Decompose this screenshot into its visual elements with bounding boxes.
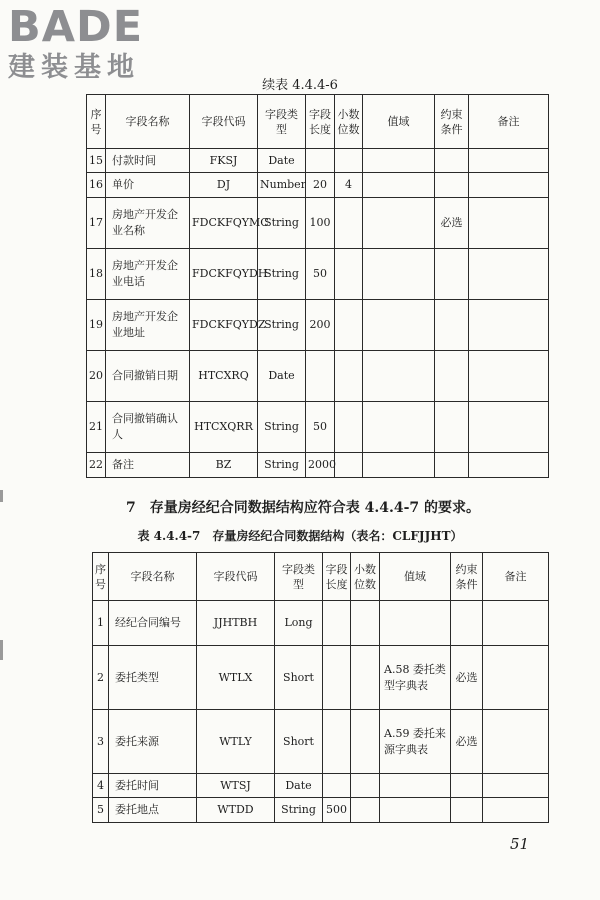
cell-code: WTLX (197, 646, 275, 710)
cell-code: FDCKFQYMC (190, 198, 258, 249)
cell-note (469, 249, 549, 300)
cell-type: Long (275, 601, 323, 646)
cell-name: 委托类型 (109, 646, 197, 710)
cell-note (483, 710, 549, 774)
cell-constraint: 必选 (435, 198, 469, 249)
cell-name: 房地产开发企业名称 (106, 198, 190, 249)
cell-type: String (275, 798, 323, 823)
cell-decimals (351, 774, 380, 798)
cell-note (483, 646, 549, 710)
cell-type: Date (258, 351, 306, 402)
cell-constraint (435, 249, 469, 300)
cell-constraint: 必选 (451, 710, 483, 774)
header-name: 字段名称 (106, 95, 190, 149)
cell-length (306, 351, 335, 402)
cell-constraint (451, 774, 483, 798)
cell-type: Short (275, 646, 323, 710)
cell-length: 2000 (306, 453, 335, 478)
cell-type: String (258, 402, 306, 453)
cell-decimals (335, 351, 363, 402)
header-note: 备注 (483, 553, 549, 601)
header-constraint: 约束条件 (435, 95, 469, 149)
cell-code: FDCKFQYDZ (190, 300, 258, 351)
cell-constraint (435, 453, 469, 478)
cell-type: String (258, 453, 306, 478)
cell-code: WTDD (197, 798, 275, 823)
cell-seq: 21 (87, 402, 106, 453)
header-seq: 序号 (87, 95, 106, 149)
cell-type: Date (275, 774, 323, 798)
cell-note (483, 774, 549, 798)
cell-note (469, 402, 549, 453)
cell-seq: 2 (93, 646, 109, 710)
header-type: 字段类型 (275, 553, 323, 601)
cell-name: 委托地点 (109, 798, 197, 823)
cell-domain (363, 149, 435, 173)
cell-note (483, 798, 549, 823)
cell-domain (363, 402, 435, 453)
cell-code: HTCXRQ (190, 351, 258, 402)
cell-domain: A.59 委托来源字典表 (380, 710, 451, 774)
paragraph: 7 存量房经纪合同数据结构应符合表 4.4.4-7 的要求。 (126, 500, 481, 516)
page-number: 51 (510, 835, 530, 853)
cell-decimals (335, 402, 363, 453)
cell-name: 合同撤销确认人 (106, 402, 190, 453)
cell-name: 合同撤销日期 (106, 351, 190, 402)
cell-code: HTCXQRR (190, 402, 258, 453)
cell-name: 委托时间 (109, 774, 197, 798)
logo (8, 4, 173, 84)
table-row (87, 351, 549, 402)
cell-length: 500 (323, 798, 351, 823)
table-4-4-4-7 (92, 552, 549, 823)
cell-seq: 19 (87, 300, 106, 351)
table-row (87, 402, 549, 453)
table-row (87, 453, 549, 478)
cell-length (323, 774, 351, 798)
cell-type: Date (258, 149, 306, 173)
table-row (93, 774, 549, 798)
header-decimals: 小数位数 (351, 553, 380, 601)
cell-length: 100 (306, 198, 335, 249)
cell-length: 50 (306, 402, 335, 453)
cell-constraint (451, 601, 483, 646)
cell-length (323, 710, 351, 774)
cell-note (469, 351, 549, 402)
header-length: 字段长度 (306, 95, 335, 149)
table-row (93, 710, 549, 774)
cell-seq: 4 (93, 774, 109, 798)
cell-seq: 20 (87, 351, 106, 402)
logo-subtitle: 建装基地 (8, 52, 140, 83)
cell-decimals (335, 198, 363, 249)
table-row (93, 601, 549, 646)
table-row (87, 249, 549, 300)
table2-caption: 表 4.4.4-7 存量房经纪合同数据结构（表名：CLFJJHT） (137, 529, 463, 543)
table-header (87, 95, 549, 149)
cell-domain (363, 453, 435, 478)
cell-seq: 22 (87, 453, 106, 478)
cell-note (483, 601, 549, 646)
table-row (87, 198, 549, 249)
cell-type: String (258, 300, 306, 351)
cell-note (469, 453, 549, 478)
table-header (93, 553, 549, 601)
cell-decimals: 4 (335, 173, 363, 198)
table-row (87, 300, 549, 351)
cell-note (469, 149, 549, 173)
scan-edge-mark (0, 490, 3, 502)
cell-code: JJHTBH (197, 601, 275, 646)
cell-code: FDCKFQYDH (190, 249, 258, 300)
cell-decimals (335, 249, 363, 300)
cell-decimals (335, 453, 363, 478)
table-row (93, 798, 549, 823)
cell-seq: 18 (87, 249, 106, 300)
cell-decimals (335, 149, 363, 173)
cell-name: 房地产开发企业电话 (106, 249, 190, 300)
cell-decimals (351, 798, 380, 823)
cell-constraint (435, 402, 469, 453)
cell-note (469, 173, 549, 198)
cell-type: String (258, 198, 306, 249)
cell-name: 经纪合同编号 (109, 601, 197, 646)
header-domain: 值域 (363, 95, 435, 149)
table-row (87, 149, 549, 173)
header-constraint: 约束条件 (451, 553, 483, 601)
cell-note (469, 300, 549, 351)
cell-type: Short (275, 710, 323, 774)
cell-decimals (351, 710, 380, 774)
header-length: 字段长度 (323, 553, 351, 601)
header-domain: 值域 (380, 553, 451, 601)
header-type: 字段类型 (258, 95, 306, 149)
cell-domain (380, 774, 451, 798)
cell-seq: 15 (87, 149, 106, 173)
cell-domain (380, 601, 451, 646)
cell-decimals (335, 300, 363, 351)
cell-seq: 1 (93, 601, 109, 646)
cell-domain (363, 173, 435, 198)
header-name: 字段名称 (109, 553, 197, 601)
table-4-4-4-6 (86, 94, 549, 478)
cell-code: WTLY (197, 710, 275, 774)
cell-constraint (435, 149, 469, 173)
cell-domain (363, 198, 435, 249)
cell-length: 200 (306, 300, 335, 351)
cell-code: DJ (190, 173, 258, 198)
cell-code: FKSJ (190, 149, 258, 173)
logo-brand: BADE (8, 2, 144, 52)
table1-caption: 续表 4.4.4-6 (262, 78, 338, 93)
cell-type: Number (258, 173, 306, 198)
cell-length (323, 646, 351, 710)
cell-length: 50 (306, 249, 335, 300)
cell-type: String (258, 249, 306, 300)
cell-domain (363, 249, 435, 300)
header-decimals: 小数位数 (335, 95, 363, 149)
cell-name: 单价 (106, 173, 190, 198)
cell-constraint (435, 173, 469, 198)
header-code: 字段代码 (190, 95, 258, 149)
cell-constraint (435, 351, 469, 402)
cell-seq: 3 (93, 710, 109, 774)
cell-domain (363, 300, 435, 351)
cell-code: WTSJ (197, 774, 275, 798)
cell-seq: 17 (87, 198, 106, 249)
cell-length: 20 (306, 173, 335, 198)
cell-constraint: 必选 (451, 646, 483, 710)
scan-edge-mark (0, 640, 3, 660)
cell-domain: A.58 委托类型字典表 (380, 646, 451, 710)
cell-name: 委托来源 (109, 710, 197, 774)
cell-length (323, 601, 351, 646)
cell-length (306, 149, 335, 173)
cell-domain (363, 351, 435, 402)
cell-code: BZ (190, 453, 258, 478)
cell-seq: 16 (87, 173, 106, 198)
cell-domain (380, 798, 451, 823)
cell-constraint (451, 798, 483, 823)
cell-name: 付款时间 (106, 149, 190, 173)
cell-decimals (351, 646, 380, 710)
header-note: 备注 (469, 95, 549, 149)
header-seq: 序号 (93, 553, 109, 601)
cell-decimals (351, 601, 380, 646)
cell-name: 房地产开发企业地址 (106, 300, 190, 351)
table-row (87, 173, 549, 198)
header-code: 字段代码 (197, 553, 275, 601)
table-row (93, 646, 549, 710)
cell-seq: 5 (93, 798, 109, 823)
cell-constraint (435, 300, 469, 351)
cell-note (469, 198, 549, 249)
cell-name: 备注 (106, 453, 190, 478)
